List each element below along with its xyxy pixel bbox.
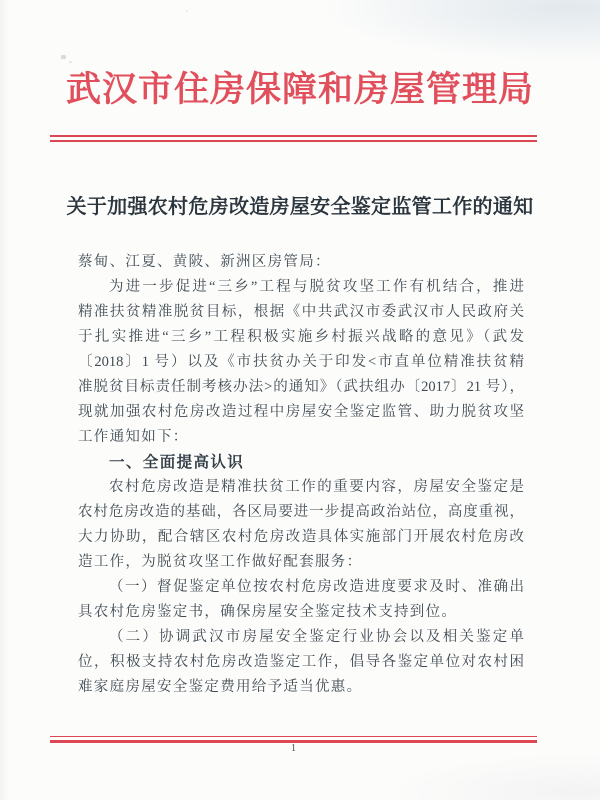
body-line: 工作通知如下： xyxy=(78,429,189,445)
body-line: 具农村危房鉴定书，确保房屋安全鉴定技术支持到位。 xyxy=(78,604,458,620)
body-line: 现就加强农村危房改造过程中房屋安全鉴定监管、助力脱贫攻坚 xyxy=(78,404,524,420)
letterhead-rule-bottom xyxy=(50,140,537,142)
scan-speck xyxy=(69,61,72,63)
letterhead-agency-title: 武汉市住房保障和房屋管理局 xyxy=(65,70,534,109)
document-body xyxy=(78,250,524,700)
body-line: （一）督促鉴定单位按农村危房改造进度要求及时、准确出 xyxy=(109,579,524,595)
body-line: 于扎实推进“三乡”工程积极实施乡村振兴战略的意见》（武发 xyxy=(78,329,524,345)
letterhead-rule-top xyxy=(50,135,537,137)
body-line: （二）协调武汉市房屋安全鉴定行业协会以及相关鉴定单 xyxy=(109,629,524,645)
body-line: 〔2018〕1 号）以及《市扶贫办关于印发<市直单位精准扶贫精 xyxy=(78,354,524,370)
body-line: 为进一步促进“三乡”工程与脱贫攻坚工作有机结合，推进 xyxy=(109,279,524,295)
section-heading-line: 一、全面提高认识 xyxy=(109,454,245,471)
scan-speck xyxy=(61,55,66,59)
body-line: 准脱贫目标责任制考核办法>的通知》（武扶组办〔2017〕21 号）， xyxy=(78,379,524,395)
body-line: 大力协助，配合辖区农村危房改造具体实施部门开展农村危房改 xyxy=(78,529,524,545)
body-line: 难家庭房屋安全鉴定费用给予适当优惠。 xyxy=(78,679,363,695)
page-number: 1 xyxy=(291,743,296,754)
body-line: 蔡甸、江夏、黄陂、新洲区房管局： xyxy=(78,254,331,270)
body-line: 造工作，为脱贫攻坚工作做好配套服务： xyxy=(78,554,363,570)
document-title: 关于加强农村危房改造房屋安全鉴定监管工作的通知 xyxy=(66,196,534,218)
body-line: 精准扶贫精准脱贫目标，根据《中共武汉市委武汉市人民政府关 xyxy=(78,304,524,320)
body-line: 位，积极支持农村危房改造鉴定工作，倡导各鉴定单位对农村困 xyxy=(78,654,524,670)
body-line: 农村危房改造的基础，各区局要进一步提高政治站位，高度重视， xyxy=(78,504,524,520)
scan-speck xyxy=(186,10,188,12)
body-line: 农村危房改造是精准扶贫工作的重要内容，房屋安全鉴定是 xyxy=(109,479,524,495)
footer-rule-top xyxy=(50,736,537,737)
